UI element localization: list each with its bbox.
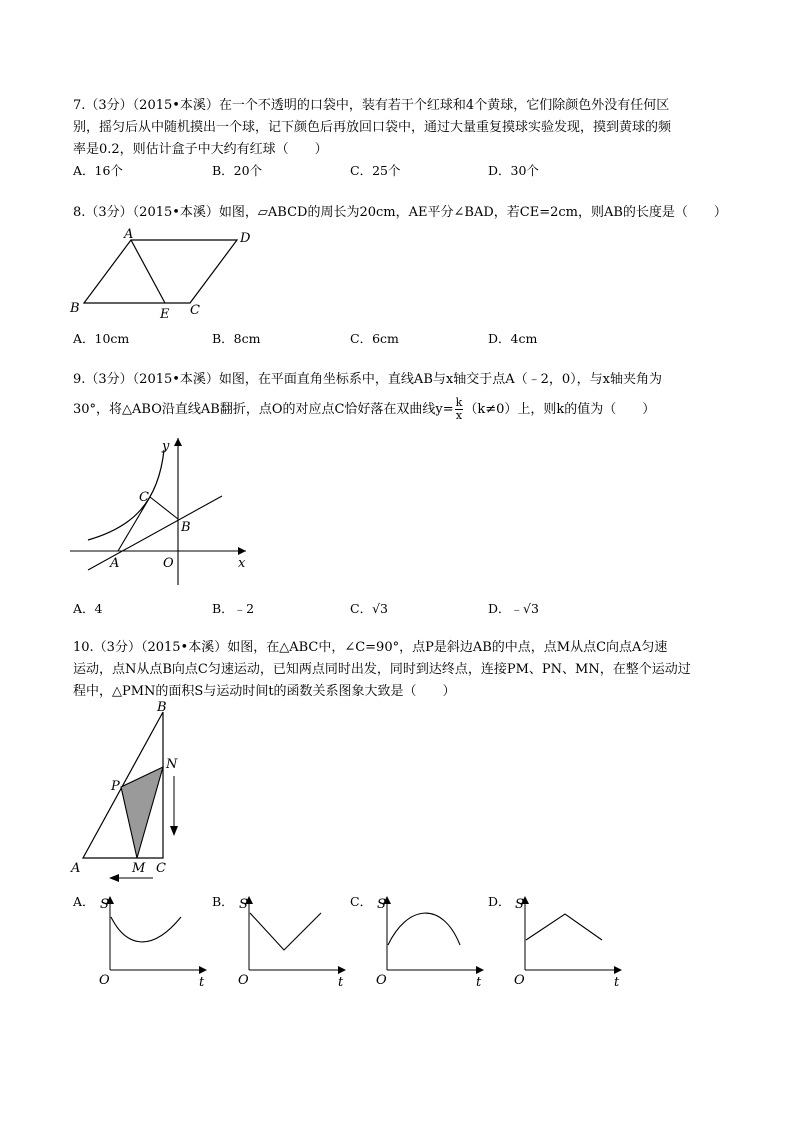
q8-option-c: C．6cm <box>350 331 399 346</box>
q8-label-a: A <box>124 227 134 242</box>
q9-option-a: A．4 <box>73 601 103 616</box>
q10-graph-d-line <box>526 914 602 940</box>
q10-text-line2: 运动，点N从点B向点C匀速运动，已知两点同时出发，同时到达终点，连接PM、PN、MN，在整个运动过 <box>73 662 691 677</box>
q8-option-d: D．4cm <box>488 331 538 346</box>
q10-graph-b-s: S <box>239 897 248 912</box>
q10-choice-a-label: A． <box>73 894 95 909</box>
q9-option-c: C．√3 <box>350 601 388 616</box>
q7-text-line1: 7.（3分）（2015•本溪）在一个不透明的口袋中，装有若干个红球和4个黄球，它们除颜色外没有任何区 <box>73 98 670 113</box>
q10-graph-c-t: t <box>476 975 482 990</box>
q10-graph-a-curve <box>111 917 181 942</box>
q10-label-c: C <box>156 861 166 876</box>
q10-graph-a-s: S <box>100 897 109 912</box>
q9-label-c: C <box>139 490 149 505</box>
q10-graph-b <box>234 895 354 990</box>
q10-graph-d-t: t <box>614 975 620 990</box>
q10-label-a: A <box>71 861 81 876</box>
q10-graph-a <box>95 895 215 990</box>
q8-option-a: A．10cm <box>73 331 130 346</box>
q9-label-x: x <box>238 556 246 571</box>
q7-option-a: A．16个 <box>73 163 123 178</box>
q10-text-line1: 10.（3分）（2015•本溪）如图，在△ABC中，∠C=90°，点P是斜边AB的中点，点M从点C向点A匀速 <box>73 640 668 655</box>
q10-graph-a-t: t <box>199 975 205 990</box>
q9-label-a: A <box>110 556 120 571</box>
q10-label-p: P <box>111 779 120 794</box>
q7-text-line3: 率是0.2，则估计盒子中大约有红球（ ） <box>73 142 328 157</box>
q10-label-m: M <box>132 861 146 876</box>
q10-graph-d <box>510 895 630 990</box>
q9-fraction-numerator: k <box>455 396 463 409</box>
q9-fraction-denominator: x <box>455 409 463 422</box>
q10-graph-c-curve <box>388 913 460 945</box>
q7-text-line2: 别，摇匀后从中随机摸出一个球，记下颜色后再放回口袋中，通过大量重复摸球实验发现，摸到黄球的频 <box>73 120 672 135</box>
q10-graph-c-s: S <box>377 897 386 912</box>
q10-graph-c <box>372 895 492 990</box>
q7-option-b: B．20个 <box>212 163 263 178</box>
q8-label-c: C <box>190 303 200 318</box>
q10-graph-d-s: S <box>515 897 524 912</box>
q7-option-c: C．25个 <box>350 163 401 178</box>
q9-option-b: B．﹣2 <box>212 601 255 616</box>
q9-label-y: y <box>162 439 170 454</box>
q10-graph-a-o: O <box>99 973 110 988</box>
q10-arrow-n-head <box>170 826 178 836</box>
q10-label-b: B <box>157 700 167 715</box>
q10-text-line3: 程中，△PMN的面积S与运动时间t的函数关系图象大致是（ ） <box>73 684 456 699</box>
q7-option-d: D．30个 <box>488 163 539 178</box>
q9-label-b: B <box>181 520 191 535</box>
q10-graph-d-o: O <box>514 973 525 988</box>
q10-triangle-pmn <box>121 767 163 858</box>
q9-text-line2a: 30°，将△ABO沿直线AB翻折，点O的对应点C恰好落在双曲线y= <box>73 402 454 417</box>
q9-text-line1: 9.（3分）（2015•本溪）如图，在平面直角坐标系中，直线AB与x轴交于点A（﹣2，0），与x轴夹角为 <box>73 372 662 387</box>
q10-arrow-m-head <box>109 874 119 882</box>
q8-label-b: B <box>70 301 80 316</box>
q10-choice-d-label: D． <box>488 894 511 909</box>
q10-choice-c-label: C． <box>350 894 373 909</box>
q8-text: 8.（3分）（2015•本溪）如图，▱ABCD的周长为20cm，AE平分∠BAD，若CE=2cm，则AB的长度是（ ） <box>73 205 727 220</box>
q10-label-n: N <box>166 757 178 772</box>
q9-label-o: O <box>163 556 174 571</box>
q9-option-d: D．﹣√3 <box>488 601 539 616</box>
q8-option-b: B．8cm <box>212 331 261 346</box>
q10-graph-b-t: t <box>338 975 344 990</box>
q10-graph-c-o: O <box>376 973 387 988</box>
q10-choice-b-label: B． <box>212 894 234 909</box>
q8-label-e: E <box>160 307 170 322</box>
q9-text-line2b: （k≠0）上，则k的值为（ ） <box>464 402 656 417</box>
q10-graph-b-o: O <box>238 973 249 988</box>
q10-graph-b-line <box>250 913 321 950</box>
q8-label-d: D <box>240 231 251 246</box>
